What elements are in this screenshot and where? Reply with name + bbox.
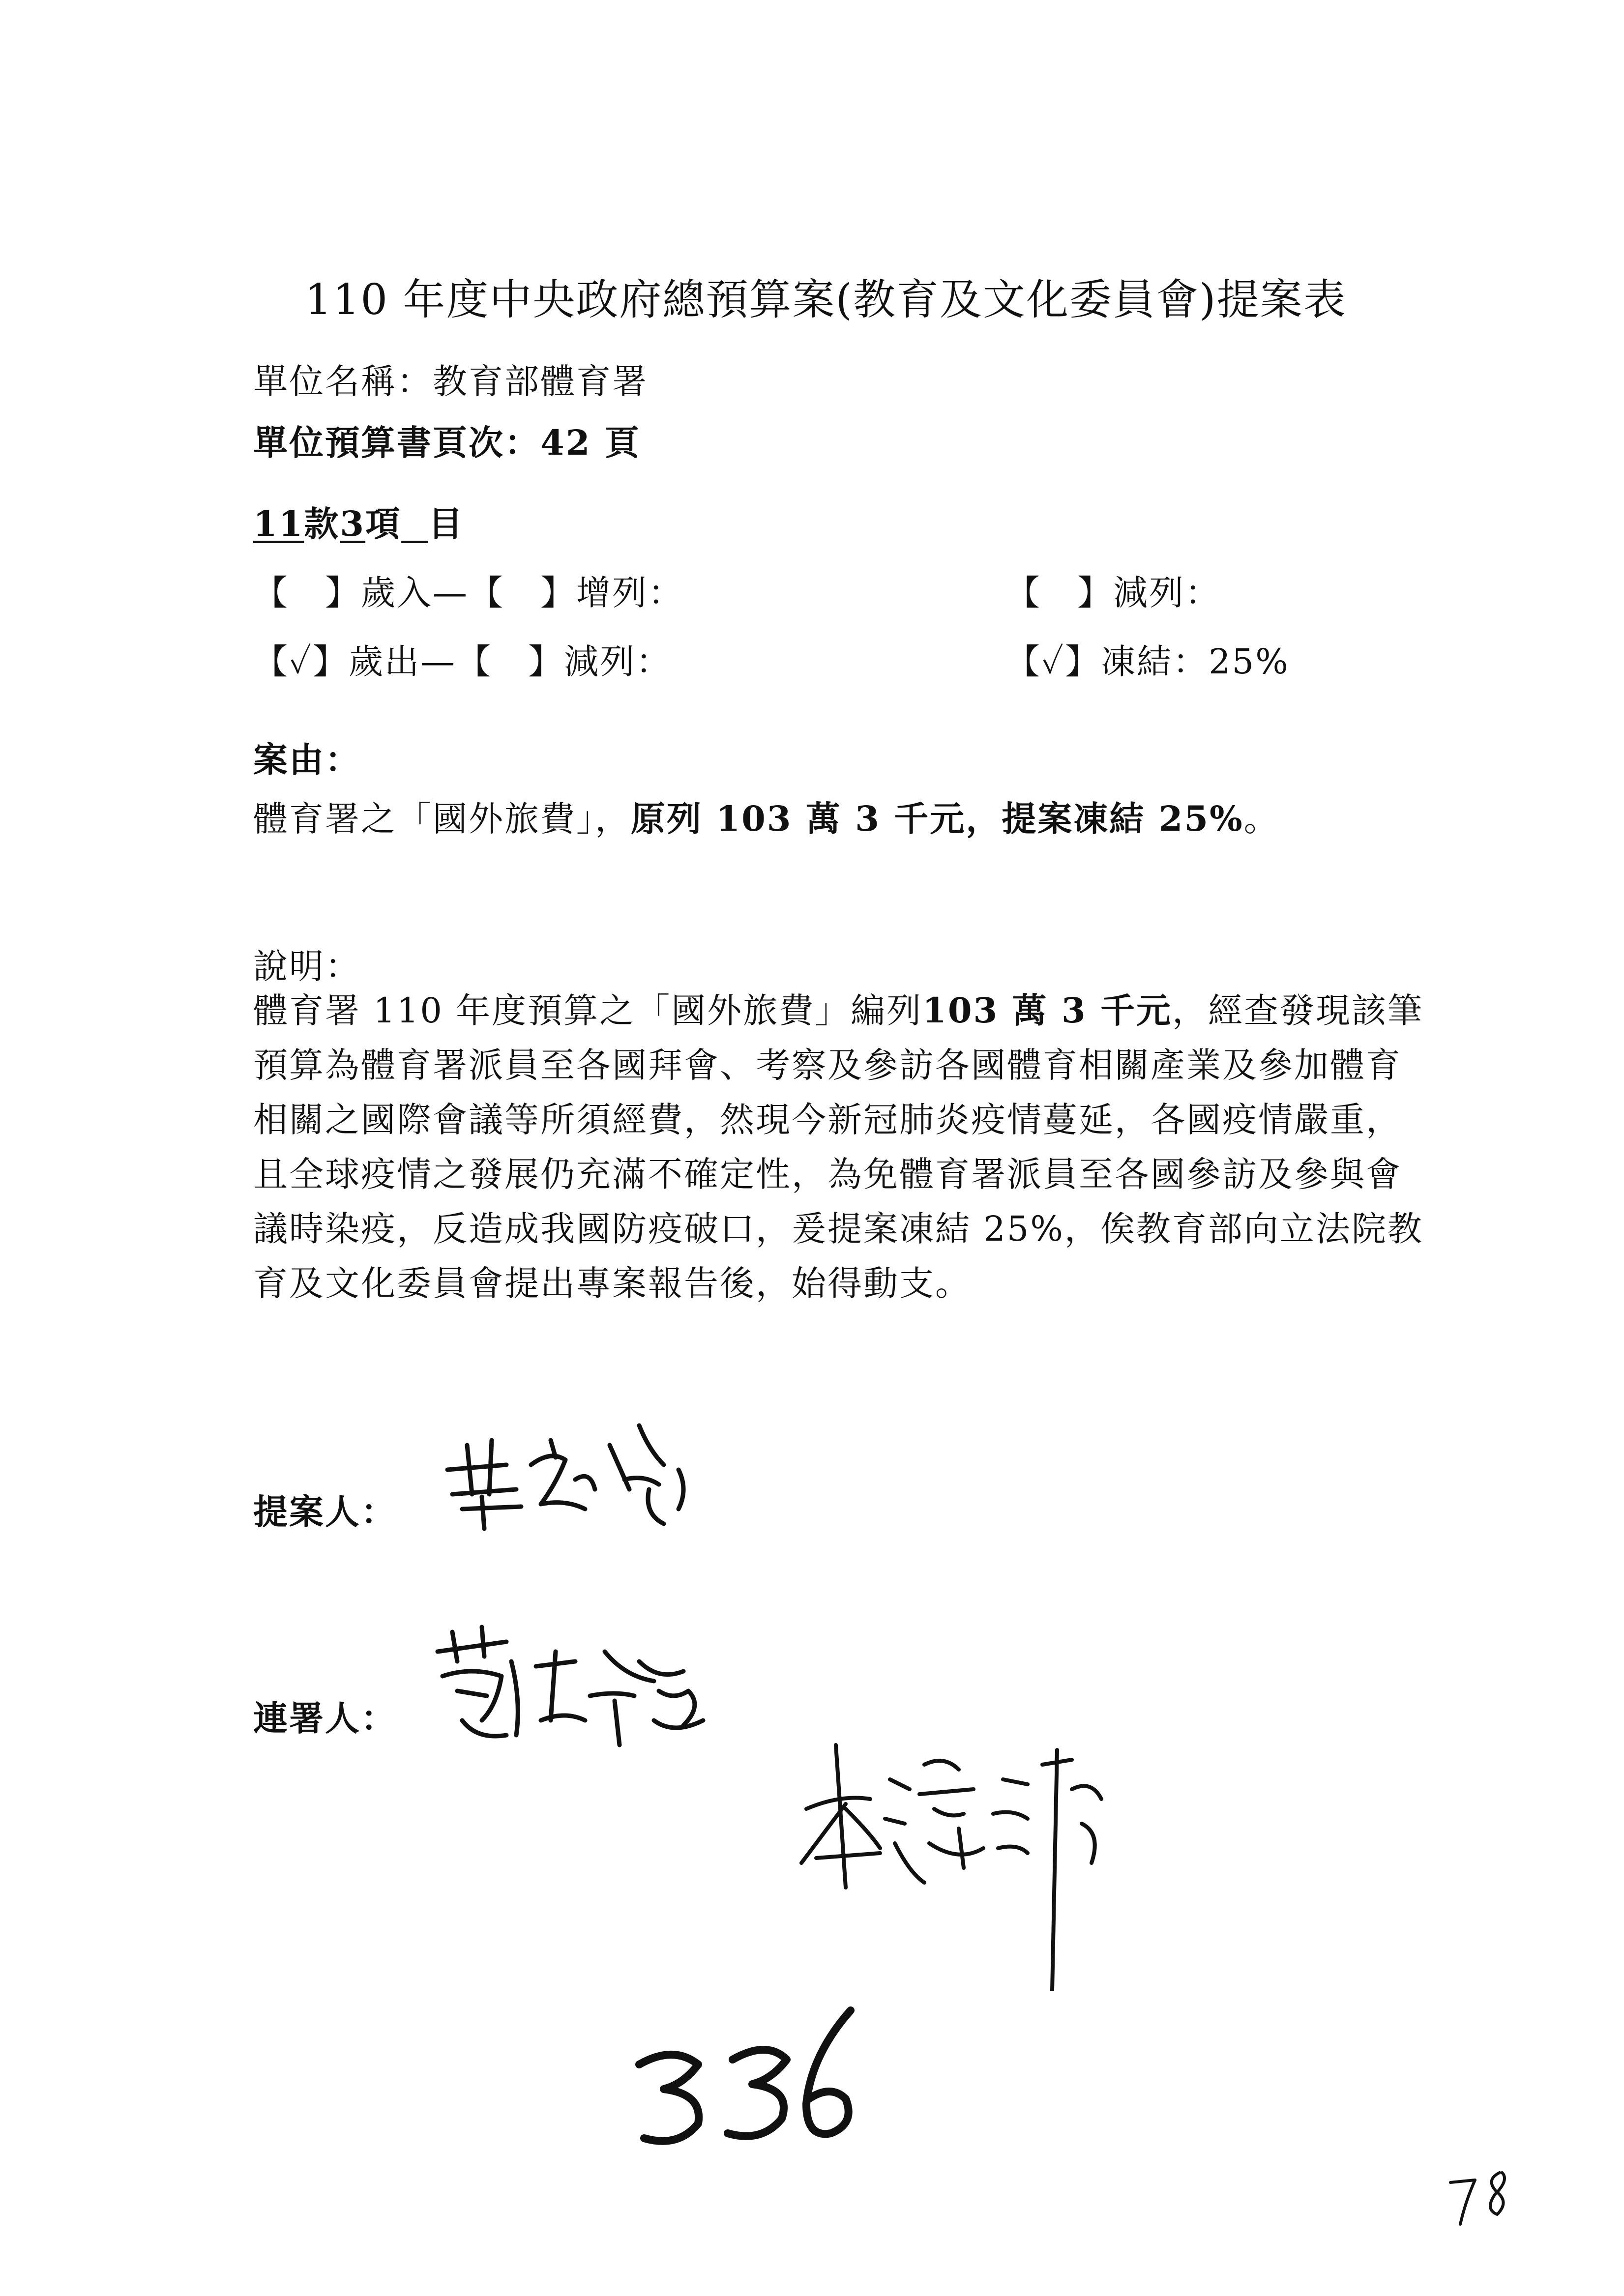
- document-title: 110 年度中央政府總預算案(教育及文化委員會)提案表: [305, 275, 1347, 324]
- cosigner-label: 連署人：: [253, 1698, 397, 1739]
- explanation-label: 說明：: [253, 946, 361, 987]
- xiang-label: 項: [365, 503, 402, 544]
- budget-page-value: 42 頁: [540, 422, 641, 463]
- explanation-post: ，經查發現該筆預算為體育署派員至各國拜會、考察及參訪各國體育相關產業及參加體育相關之國際會議等所須經費，然現今新冠肺炎疫情蔓延，各國疫情嚴重，且全球疫情之發展仍充滿不確定性，為免體育署派員至各國參訪及參與會議時染疫，反造成我國防疫破口，爰提案凍結 25%，俟教育部向立法院教育及文化委員會提出專案報告後，始得動支。: [253, 990, 1424, 1304]
- reason-text-bold: 原列 103 萬 3 千元，提案凍結 25%: [631, 798, 1244, 839]
- expenditure-option: 【✓】歲出—【 】減列：: [253, 641, 672, 682]
- mu-blank: [401, 503, 428, 544]
- mu-label: 目: [428, 503, 464, 544]
- explanation-pre: 體育署 110 年度預算之「國外旅費」編列: [253, 990, 923, 1031]
- explanation-bold: 103 萬 3 千元: [922, 990, 1173, 1031]
- unit-name-label: 單位名稱：: [253, 361, 433, 402]
- reason-text-pre: 體育署之「國外旅費」，: [253, 799, 631, 839]
- xiang-number: 3: [340, 503, 366, 544]
- unit-name-value: 教育部體育署: [433, 361, 648, 402]
- cosigner-signature-2: [797, 1735, 1131, 1991]
- cosigner-signature-1: [428, 1622, 713, 1765]
- kuan-label: 款: [304, 503, 340, 544]
- page-number: [1441, 2163, 1524, 2232]
- freeze-option: 【✓】凍結：25%: [1005, 641, 1290, 682]
- revenue-option: 【 】歲入—【 】增列：: [253, 573, 684, 613]
- budget-page-label: 單位預算書頁次：: [253, 422, 540, 463]
- proposer-label: 提案人：: [253, 1491, 397, 1532]
- proposer-signature: [433, 1411, 708, 1539]
- explanation-text: [253, 983, 1433, 1311]
- section-row: [253, 496, 464, 546]
- budget-page-row: [253, 415, 641, 465]
- reason-text-post: 。: [1243, 799, 1280, 839]
- revenue-reduce-option: 【 】減列：: [1005, 573, 1221, 613]
- handwritten-number: [624, 2001, 880, 2158]
- reason-label: 案由：: [253, 739, 361, 780]
- kuan-number: 11: [253, 503, 304, 544]
- reason-text: [253, 791, 1280, 841]
- unit-name-row: [253, 354, 648, 404]
